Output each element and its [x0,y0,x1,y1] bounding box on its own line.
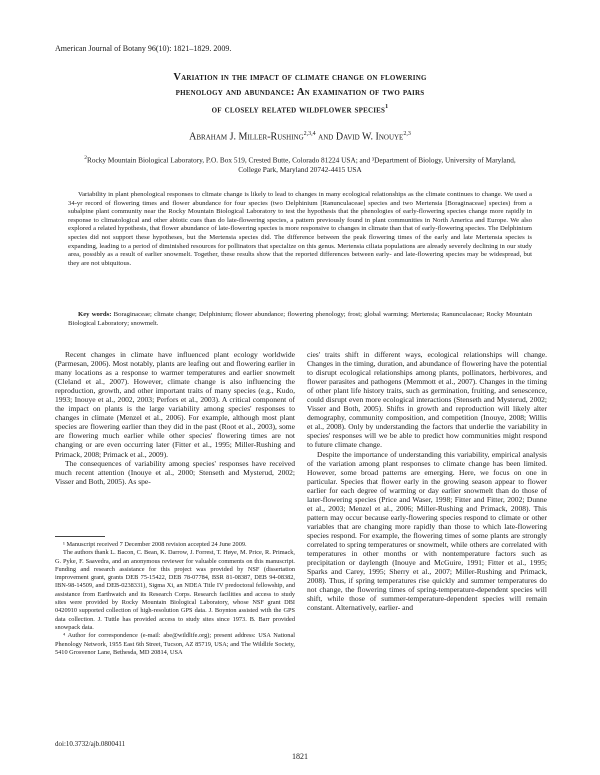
keywords-text: Boraginaceae; climate change; Delphinium; flower abundance; flowering phenology; frost; global warming; Mertensia; Ranunculaceae; Rocky Mountain Biological Laboratory; snowmelt. [68,311,532,327]
affiliations [80,153,520,175]
footnote-correspondence: ⁴ Author for correspondence (e-mail: abe@wildlife.org); present address: USA National Phenology Network, 1955 East 6th Street, Tucson, AZ 85719, USA; and The Wildlife Society, 5410 Grosvenor Lane, Bethesda, MD 20814, USA [55,632,295,656]
article-title [60,70,540,118]
abstract-text: Variability in plant phenological responses to climate change is likely to lead to changes in many ecological relationships as the climate continues to change. We used a 34-yr record of flowering times and flower abundance for four species (two Delphinium [Ranunculaceae] species and two Mertensia [Boraginaceae] species) from a subalpine plant community near the Rocky Mountain Biological Laboratory to test the hypothesis that the phenologies of early-flowering species change more rapidly in response to climatological and other abiotic cues than do late-flowering species, a pattern previously found in plant communities in North America and Europe. We also explored a related hypothesis, that flower abundance of late-flowering species is more responsive to changes in climate than that of early-flowering species. The Delphinium species did not support these hypotheses, but the Mertensia species did. The difference between the peak flowering times of the early and late Mertensia species is expanding, leading to a period of diminished resources for pollinators that specialize on this genus. Mertensia ciliata populations are already severely declining in our study area, possibly as a result of earlier snowmelt. Together, these results show that the reported differences between early- and late-flowering species may be widespread, but they are not ubiquitous. [68,191,532,267]
abstract [68,191,532,268]
body-paragraph: The consequences of variability among species' responses have received much recent attention (Inouye et al., 2000; Stenseth and Mysterud, 2002; Visser and Both, 2005). As spe- [55,458,295,486]
title-line-2: phenology and abundance: An examination of two pairs [175,87,425,98]
body-column-right [307,350,547,612]
footnote-acknowledgments: The authors thank L. Bacon, C. Bean, K. Darrow, J. Forrest, T. Høye, M. Price, R. Primack, G. Pyke, F. Saavedra, and an anonymous reviewer for valuable comments on this manuscript. Funding and research assistance for this project was provided by NSF (dissertation improvement grant, grants DEB 75-15422, DEB 78-07784, BSR 81-08387, DEB 94-08382, IBN-98-14509, and DEB-0238331), Sigma Xi, an NDEA Title IV predoctoral fellowship, and assistance from Earthwatch and its Research Corps. Research facilities and access to study sites were provided by Rocky Mountain Biological Laboratory, whose NSF grant DBI 0420910 supported collection of high-resolution GPS data. J. Boynton assisted with the GPS data collection. J. Tuttle has provided access to study sites since 1973. B. Barr provided snowpack data. [55,549,295,631]
body-column-left [55,350,295,486]
author-conjunction: and [315,131,336,143]
body-paragraph: cies' traits shift in different ways, ecological relationships will change. Changes in the timing, duration, and abundance of flowering have the potential to disrupt ecological relationships among plants, pollinators, herbivores, and flower parasites and pathogens (Memmott et al., 2007). Changes in the timing of other plant life history traits, such as germination, fruiting, and senescence, could disrupt even more ecological interactions (Stenseth and Mysterud, 2002; Visser and Both, 2005). Shifts in growth and reproduction will likely alter demography, community composition, and competition (Inouye, 2008; Willis et al., 2008). Only by understanding the factors that underlie the variability in species' responses will we be able to predict how communities might respond to future climate change. [307,350,547,450]
affiliation-mark: 2 [84,155,88,161]
title-line-3-text: of closely related wildflower species [211,104,386,116]
author-2-marks: 2,3 [403,131,411,137]
author-list [60,131,540,142]
body-paragraph: Despite the importance of understanding this variability, empirical analysis of the variation among plant responses to climate change has been limited. However, some broad patterns are emerging. Here, we focus on one in particular. Species that flower early in the growing season appear to flower earlier for each degree of warming or day earlier snowmelt than do those of later-flowering species (Price and Waser, 1998; Fitter and Fitter, 2002; Dunne et al., 2003; Menzel et al., 2006; Miller-Rushing and Primack, 2008). This pattern may occur because early-flowering species respond to climate or other variables that are changing more rapidly than those to which late-flowering species respond. For example, the flowering times of some plants are strongly correlated to spring temperatures or snowmelt, while others are correlated with temperatures in other months or with nontemperature factors such as precipitation or daylength (Inouye and McGuire, 1991; Fitter et al., 1995; Sparks and Carey, 1995; Sherry et al., 2007; Miller-Rushing and Primack, 2008). Thus, if spring temperatures rise quickly and summer temperatures do not change, the flowering times of spring-temperature-dependent species will shift, while those of summer-temperature-dependent species will remain constant. Alternatively, earlier- and [307,449,547,613]
title-footnote-mark: 1 [385,104,389,110]
author-1-marks: 2,3,4 [303,131,316,137]
doi: doi:10.3732/ajb.0800411 [55,740,126,748]
title-line-1: Variation in the impact of climate change on flowering [173,72,427,83]
page-number: 1821 [292,752,308,761]
footnote-manuscript: ¹ Manuscript received 7 December 2008 revision accepted 24 June 2009. [63,541,247,548]
journal-header: American Journal of Botany 96(10): 1821–1829. 2009. [55,44,232,53]
footnotes [55,541,295,657]
affiliation-text: Rocky Mountain Biological Laboratory, P.O. Box 519, Crested Butte, Colorado 81224 USA; and ³Department of Biology, University of Maryland, College Park, Maryland 20742-4415 USA [87,155,516,175]
body-paragraph: Recent changes in climate have influenced plant ecology worldwide (Parmesan, 2006). Most notably, plants are leafing out and flowering earlier in many locations as a response to warmer temperatures and earlier snowmelt (Cleland et al., 2007). However, climate change is also influencing the reproduction, growth, and other important traits of many species (e.g., Kudo, 1993; Inouye et al., 2002, 2003; Perfors et al., 2003). A critical component of the impact on plants is the large variability among species' responses to changes in climate (Menzel et al., 2006). For example, although most plant species are flowering earlier than they did in the past (Root et al., 2003), some are flowering much earlier while other species' flowering times are not changing or are even occurring later (Fitter et al., 1995; Miller-Rushing and Primack, 2008; Primack et al., 2009). [55,350,295,459]
author-2: David W. Inouye [335,131,404,143]
keywords-label: Key words: [78,311,112,318]
footnote-divider [55,536,105,537]
author-1: Abraham J. Miller-Rushing [189,131,304,143]
title-line-3 [60,100,540,118]
keywords [68,311,532,328]
